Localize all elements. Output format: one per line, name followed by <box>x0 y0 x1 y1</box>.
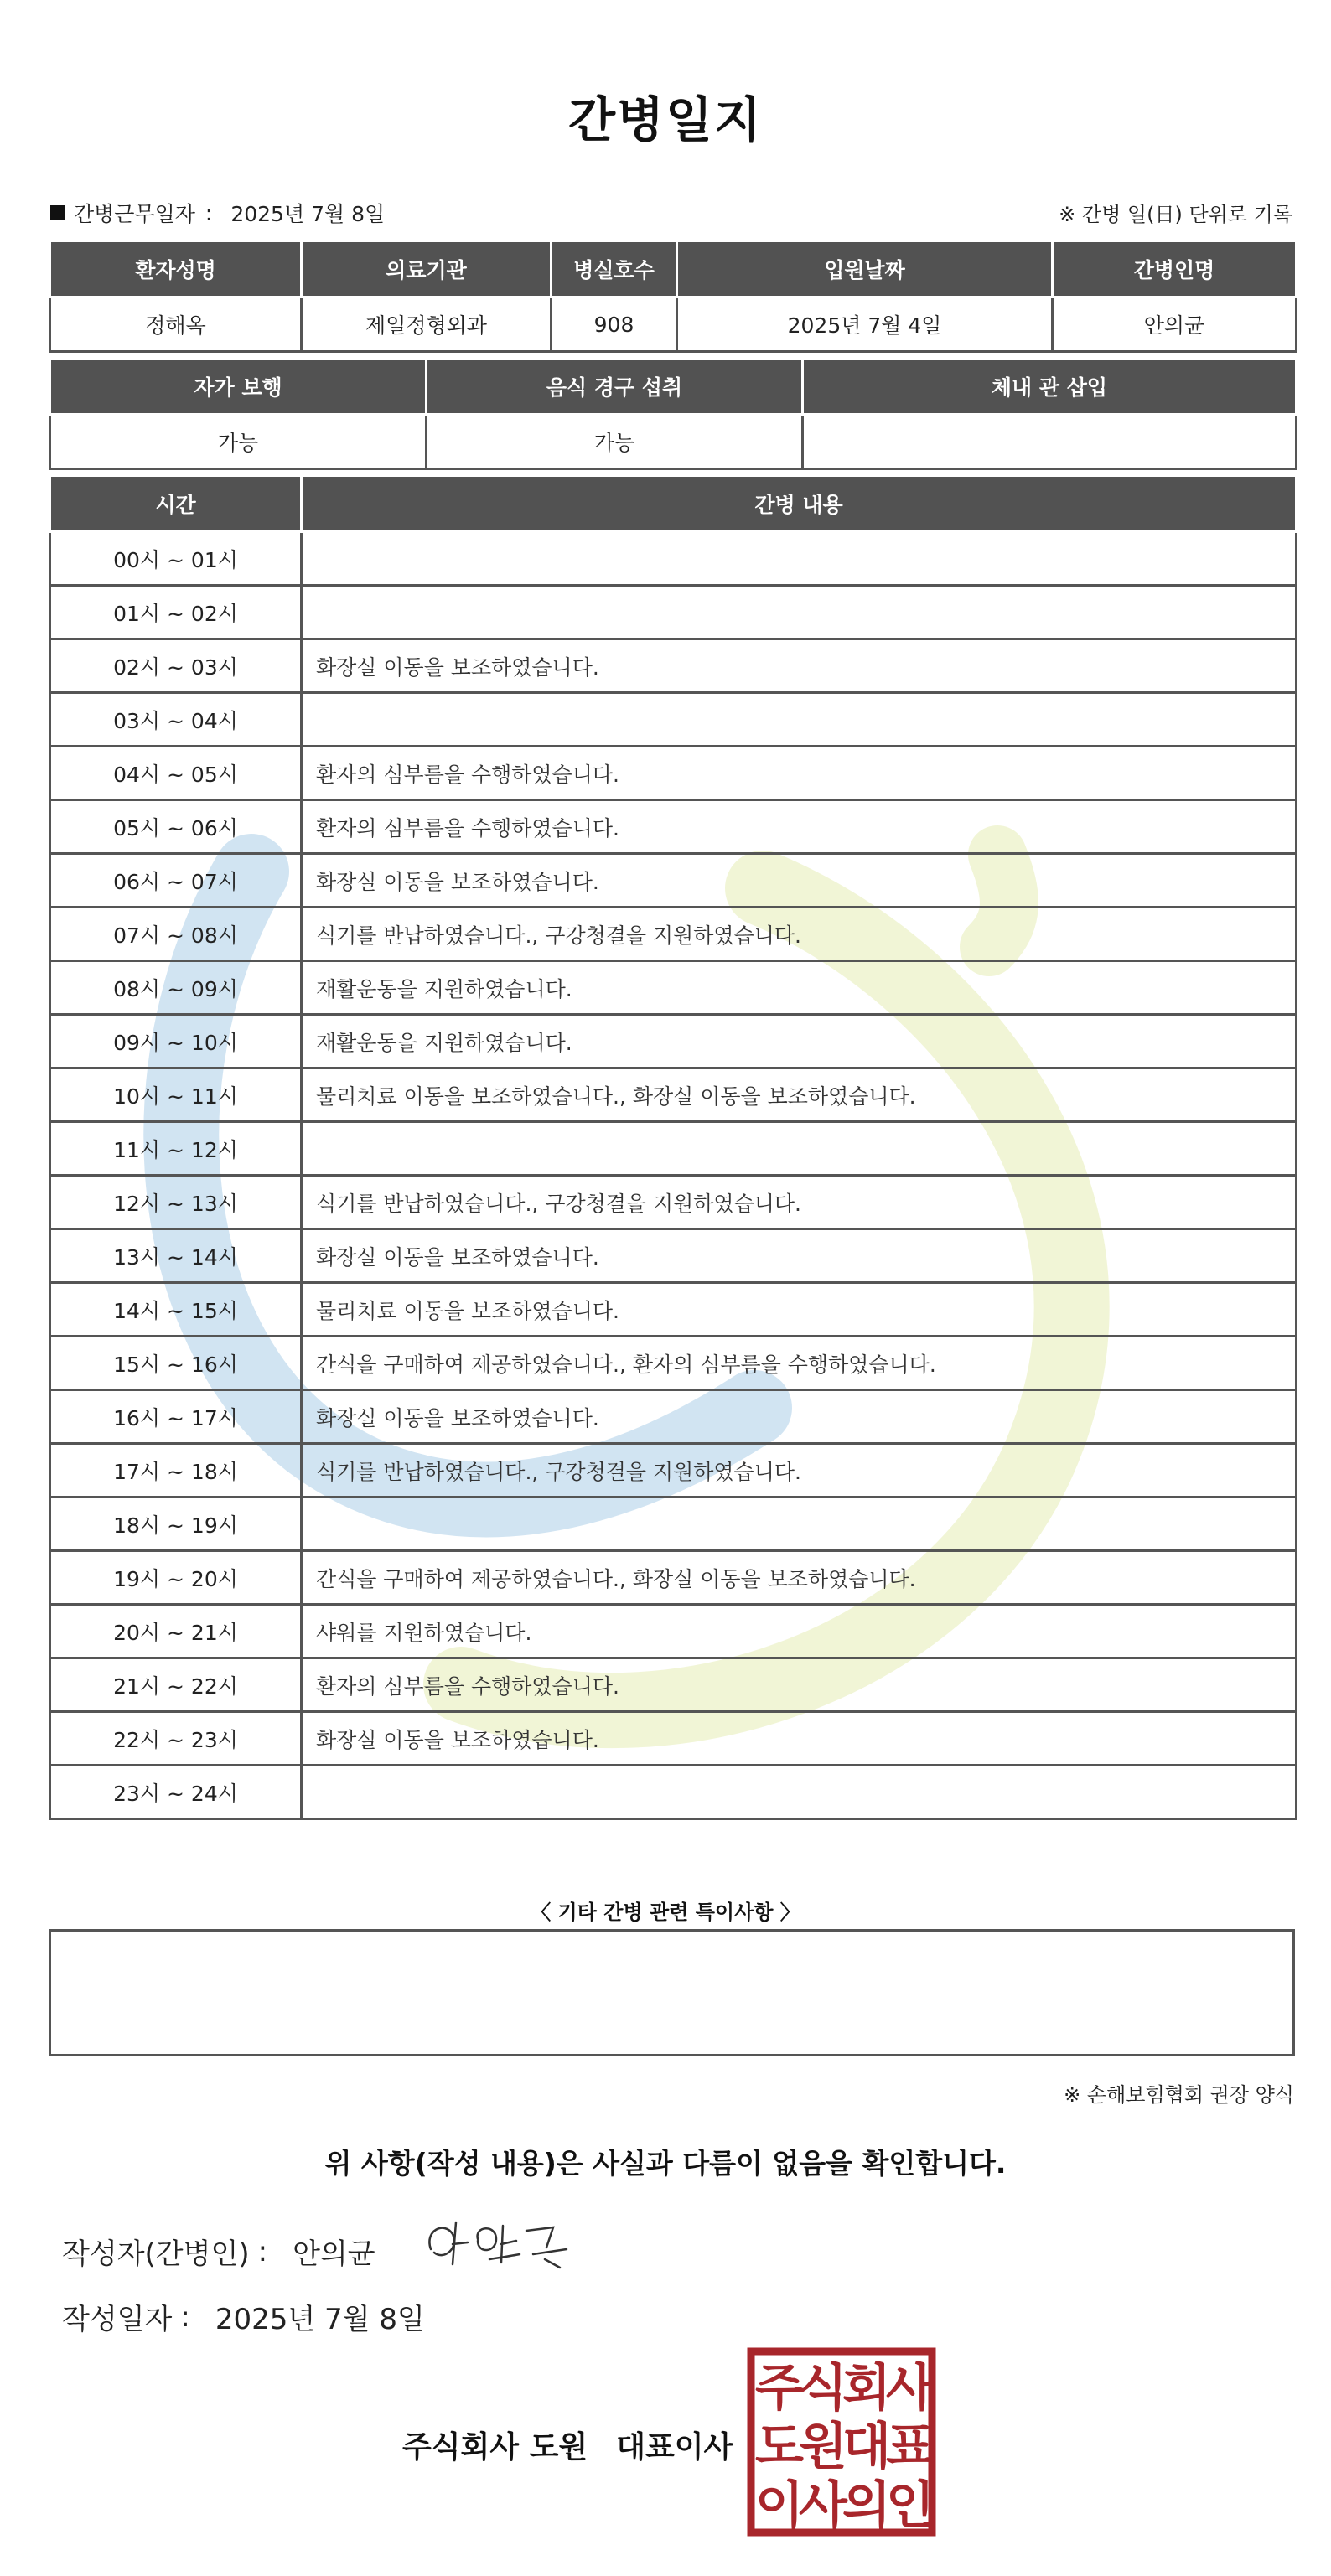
care-content-cell: 샤워를 지원하였습니다. <box>302 1605 1297 1658</box>
work-date-line <box>50 198 385 228</box>
time-slot-cell: 21시 ~ 22시 <box>50 1658 302 1712</box>
form-source-note: ※ 손해보험협회 권장 양식 <box>1064 2083 1294 2107</box>
care-content-cell: 화장실 이동을 보조하였습니다. <box>302 1712 1297 1766</box>
table-row <box>50 1497 1297 1551</box>
company-line <box>402 2423 733 2466</box>
table-row <box>50 1712 1297 1766</box>
care-content-cell: 환자의 심부름을 수행하였습니다. <box>302 800 1297 854</box>
care-content-cell: 물리치료 이동을 보조하였습니다. <box>302 1283 1297 1337</box>
patient-info-header-row <box>50 241 1297 297</box>
time-slot-cell: 15시 ~ 16시 <box>50 1337 302 1390</box>
care-content-cell: 화장실 이동을 보조하였습니다. <box>302 1390 1297 1444</box>
care-content-cell: 식기를 반납하였습니다., 구강청결을 지원하였습니다. <box>302 1444 1297 1497</box>
room-number-value: 908 <box>552 297 677 352</box>
work-date-colon: : <box>205 200 213 225</box>
care-content-cell: 환자의 심부름을 수행하였습니다. <box>302 1658 1297 1712</box>
seal-character: 인 <box>886 2476 935 2535</box>
care-content-cell: 식기를 반납하였습니다., 구강청결을 지원하였습니다. <box>302 908 1297 961</box>
care-content-cell <box>302 1497 1297 1551</box>
care-content-cell: 재활운동을 지원하였습니다. <box>302 961 1297 1015</box>
written-date-value: 2025년 7월 8일 <box>215 2303 425 2336</box>
author-name: 안의균 <box>293 2237 375 2271</box>
time-slot-cell: 20시 ~ 21시 <box>50 1605 302 1658</box>
care-content-cell: 환자의 심부름을 수행하였습니다. <box>302 747 1297 800</box>
author-colon: : <box>257 2234 268 2268</box>
admission-date-value: 2025년 7월 4일 <box>677 297 1053 352</box>
time-slot-cell: 06시 ~ 07시 <box>50 854 302 908</box>
header-tube-insertion: 체내 관 삽입 <box>803 359 1297 415</box>
time-slot-cell: 10시 ~ 11시 <box>50 1068 302 1122</box>
table-row <box>50 1015 1297 1068</box>
seal-character: 사 <box>886 2359 935 2418</box>
unit-note: ※ 간병 일(日) 단위로 기록 <box>1059 203 1292 226</box>
written-date-label: 작성일자 <box>62 2303 173 2336</box>
care-content-cell: 화장실 이동을 보조하였습니다. <box>302 1229 1297 1283</box>
handwritten-signature <box>419 2206 578 2281</box>
company-name: 주식회사 도원 <box>402 2430 588 2465</box>
time-slot-cell: 08시 ~ 09시 <box>50 961 302 1015</box>
table-row <box>50 1658 1297 1712</box>
table-row <box>50 639 1297 693</box>
header-time: 시간 <box>50 476 302 532</box>
seal-character: 표 <box>886 2418 935 2476</box>
header-oral-intake: 음식 경구 섭취 <box>427 359 803 415</box>
table-row <box>50 908 1297 961</box>
time-slot-cell: 16시 ~ 17시 <box>50 1390 302 1444</box>
self-walking-value: 가능 <box>50 415 427 469</box>
patient-info-value-row <box>50 297 1297 352</box>
table-row <box>50 747 1297 800</box>
patient-name-value: 정해옥 <box>50 297 302 352</box>
care-log-table <box>49 474 1297 1820</box>
time-slot-cell: 12시 ~ 13시 <box>50 1176 302 1229</box>
seal-character: 원 <box>799 2418 847 2476</box>
table-row <box>50 1229 1297 1283</box>
care-content-cell <box>302 1766 1297 1819</box>
time-slot-cell: 22시 ~ 23시 <box>50 1712 302 1766</box>
table-row <box>50 1176 1297 1229</box>
square-bullet-icon <box>50 205 65 220</box>
care-content-cell: 재활운동을 지원하였습니다. <box>302 1015 1297 1068</box>
seal-character: 식 <box>799 2359 847 2418</box>
caregiver-name-value: 안의균 <box>1053 297 1297 352</box>
header-patient-name: 환자성명 <box>50 241 302 297</box>
time-slot-cell: 11시 ~ 12시 <box>50 1122 302 1176</box>
table-row <box>50 1551 1297 1605</box>
header-care-content: 간병 내용 <box>302 476 1297 532</box>
seal-character: 도 <box>755 2418 804 2476</box>
oral-intake-value: 가능 <box>427 415 803 469</box>
time-slot-cell: 14시 ~ 15시 <box>50 1283 302 1337</box>
notes-box <box>49 1929 1295 2056</box>
seal-character: 이 <box>755 2476 804 2535</box>
written-date-line <box>62 2296 425 2337</box>
time-slot-cell: 02시 ~ 03시 <box>50 639 302 693</box>
hospital-value: 제일정형외과 <box>302 297 552 352</box>
work-date-value: 2025년 7월 8일 <box>230 202 386 226</box>
table-row <box>50 1068 1297 1122</box>
header-caregiver-name: 간병인명 <box>1053 241 1297 297</box>
table-row <box>50 800 1297 854</box>
time-slot-cell: 03시 ~ 04시 <box>50 693 302 747</box>
seal-character: 회 <box>842 2359 891 2418</box>
time-slot-cell: 05시 ~ 06시 <box>50 800 302 854</box>
table-row <box>50 693 1297 747</box>
care-log-header-row <box>50 476 1297 532</box>
work-date-label: 간병근무일자 <box>74 202 195 226</box>
table-row <box>50 1337 1297 1390</box>
document-title: 간병일지 <box>567 91 764 148</box>
time-slot-cell: 13시 ~ 14시 <box>50 1229 302 1283</box>
care-log-body <box>50 532 1297 1819</box>
patient-status-table <box>49 357 1297 470</box>
table-row <box>50 1605 1297 1658</box>
table-row <box>50 1766 1297 1819</box>
time-slot-cell: 00시 ~ 01시 <box>50 532 302 586</box>
tube-insertion-value <box>803 415 1297 469</box>
care-content-cell <box>302 586 1297 639</box>
header-room-number: 병실호수 <box>552 241 677 297</box>
care-content-cell <box>302 1122 1297 1176</box>
care-content-cell: 물리치료 이동을 보조하였습니다., 화장실 이동을 보조하였습니다. <box>302 1068 1297 1122</box>
table-row <box>50 961 1297 1015</box>
care-content-cell: 간식을 구매하여 제공하였습니다., 환자의 심부름을 수행하였습니다. <box>302 1337 1297 1390</box>
patient-status-value-row <box>50 415 1297 469</box>
time-slot-cell: 07시 ~ 08시 <box>50 908 302 961</box>
care-content-cell: 식기를 반납하였습니다., 구강청결을 지원하였습니다. <box>302 1176 1297 1229</box>
header-hospital: 의료기관 <box>302 241 552 297</box>
time-slot-cell: 01시 ~ 02시 <box>50 586 302 639</box>
company-seal-stamp <box>746 2346 937 2537</box>
table-row <box>50 1444 1297 1497</box>
table-row <box>50 586 1297 639</box>
time-slot-cell: 17시 ~ 18시 <box>50 1444 302 1497</box>
author-label: 작성자(간병인) <box>62 2237 250 2271</box>
seal-character: 주 <box>755 2359 804 2418</box>
patient-status-header-row <box>50 359 1297 415</box>
seal-character: 대 <box>842 2418 891 2476</box>
header-admission-date: 입원날짜 <box>677 241 1053 297</box>
time-slot-cell: 09시 ~ 10시 <box>50 1015 302 1068</box>
author-line <box>62 2231 375 2272</box>
written-date-colon: : <box>180 2299 190 2334</box>
care-content-cell: 화장실 이동을 보조하였습니다. <box>302 854 1297 908</box>
table-row <box>50 1122 1297 1176</box>
time-slot-cell: 04시 ~ 05시 <box>50 747 302 800</box>
care-content-cell <box>302 693 1297 747</box>
seal-character: 의 <box>842 2476 891 2535</box>
time-slot-cell: 19시 ~ 20시 <box>50 1551 302 1605</box>
table-row <box>50 1390 1297 1444</box>
header-self-walking: 자가 보행 <box>50 359 427 415</box>
table-row <box>50 854 1297 908</box>
care-content-cell <box>302 532 1297 586</box>
patient-info-table <box>49 240 1297 353</box>
care-content-cell: 간식을 구매하여 제공하였습니다., 화장실 이동을 보조하였습니다. <box>302 1551 1297 1605</box>
seal-character: 사 <box>799 2476 847 2535</box>
time-slot-cell: 23시 ~ 24시 <box>50 1766 302 1819</box>
care-content-cell: 화장실 이동을 보조하였습니다. <box>302 639 1297 693</box>
notes-title: 〈 기타 간병 관련 특이사항 〉 <box>531 1901 800 1924</box>
time-slot-cell: 18시 ~ 19시 <box>50 1497 302 1551</box>
confirmation-statement: 위 사항(작성 내용)은 사실과 다름이 없음을 확인합니다. <box>324 2147 1007 2180</box>
table-row <box>50 1283 1297 1337</box>
table-row <box>50 532 1297 586</box>
representative-title: 대표이사 <box>616 2430 733 2465</box>
